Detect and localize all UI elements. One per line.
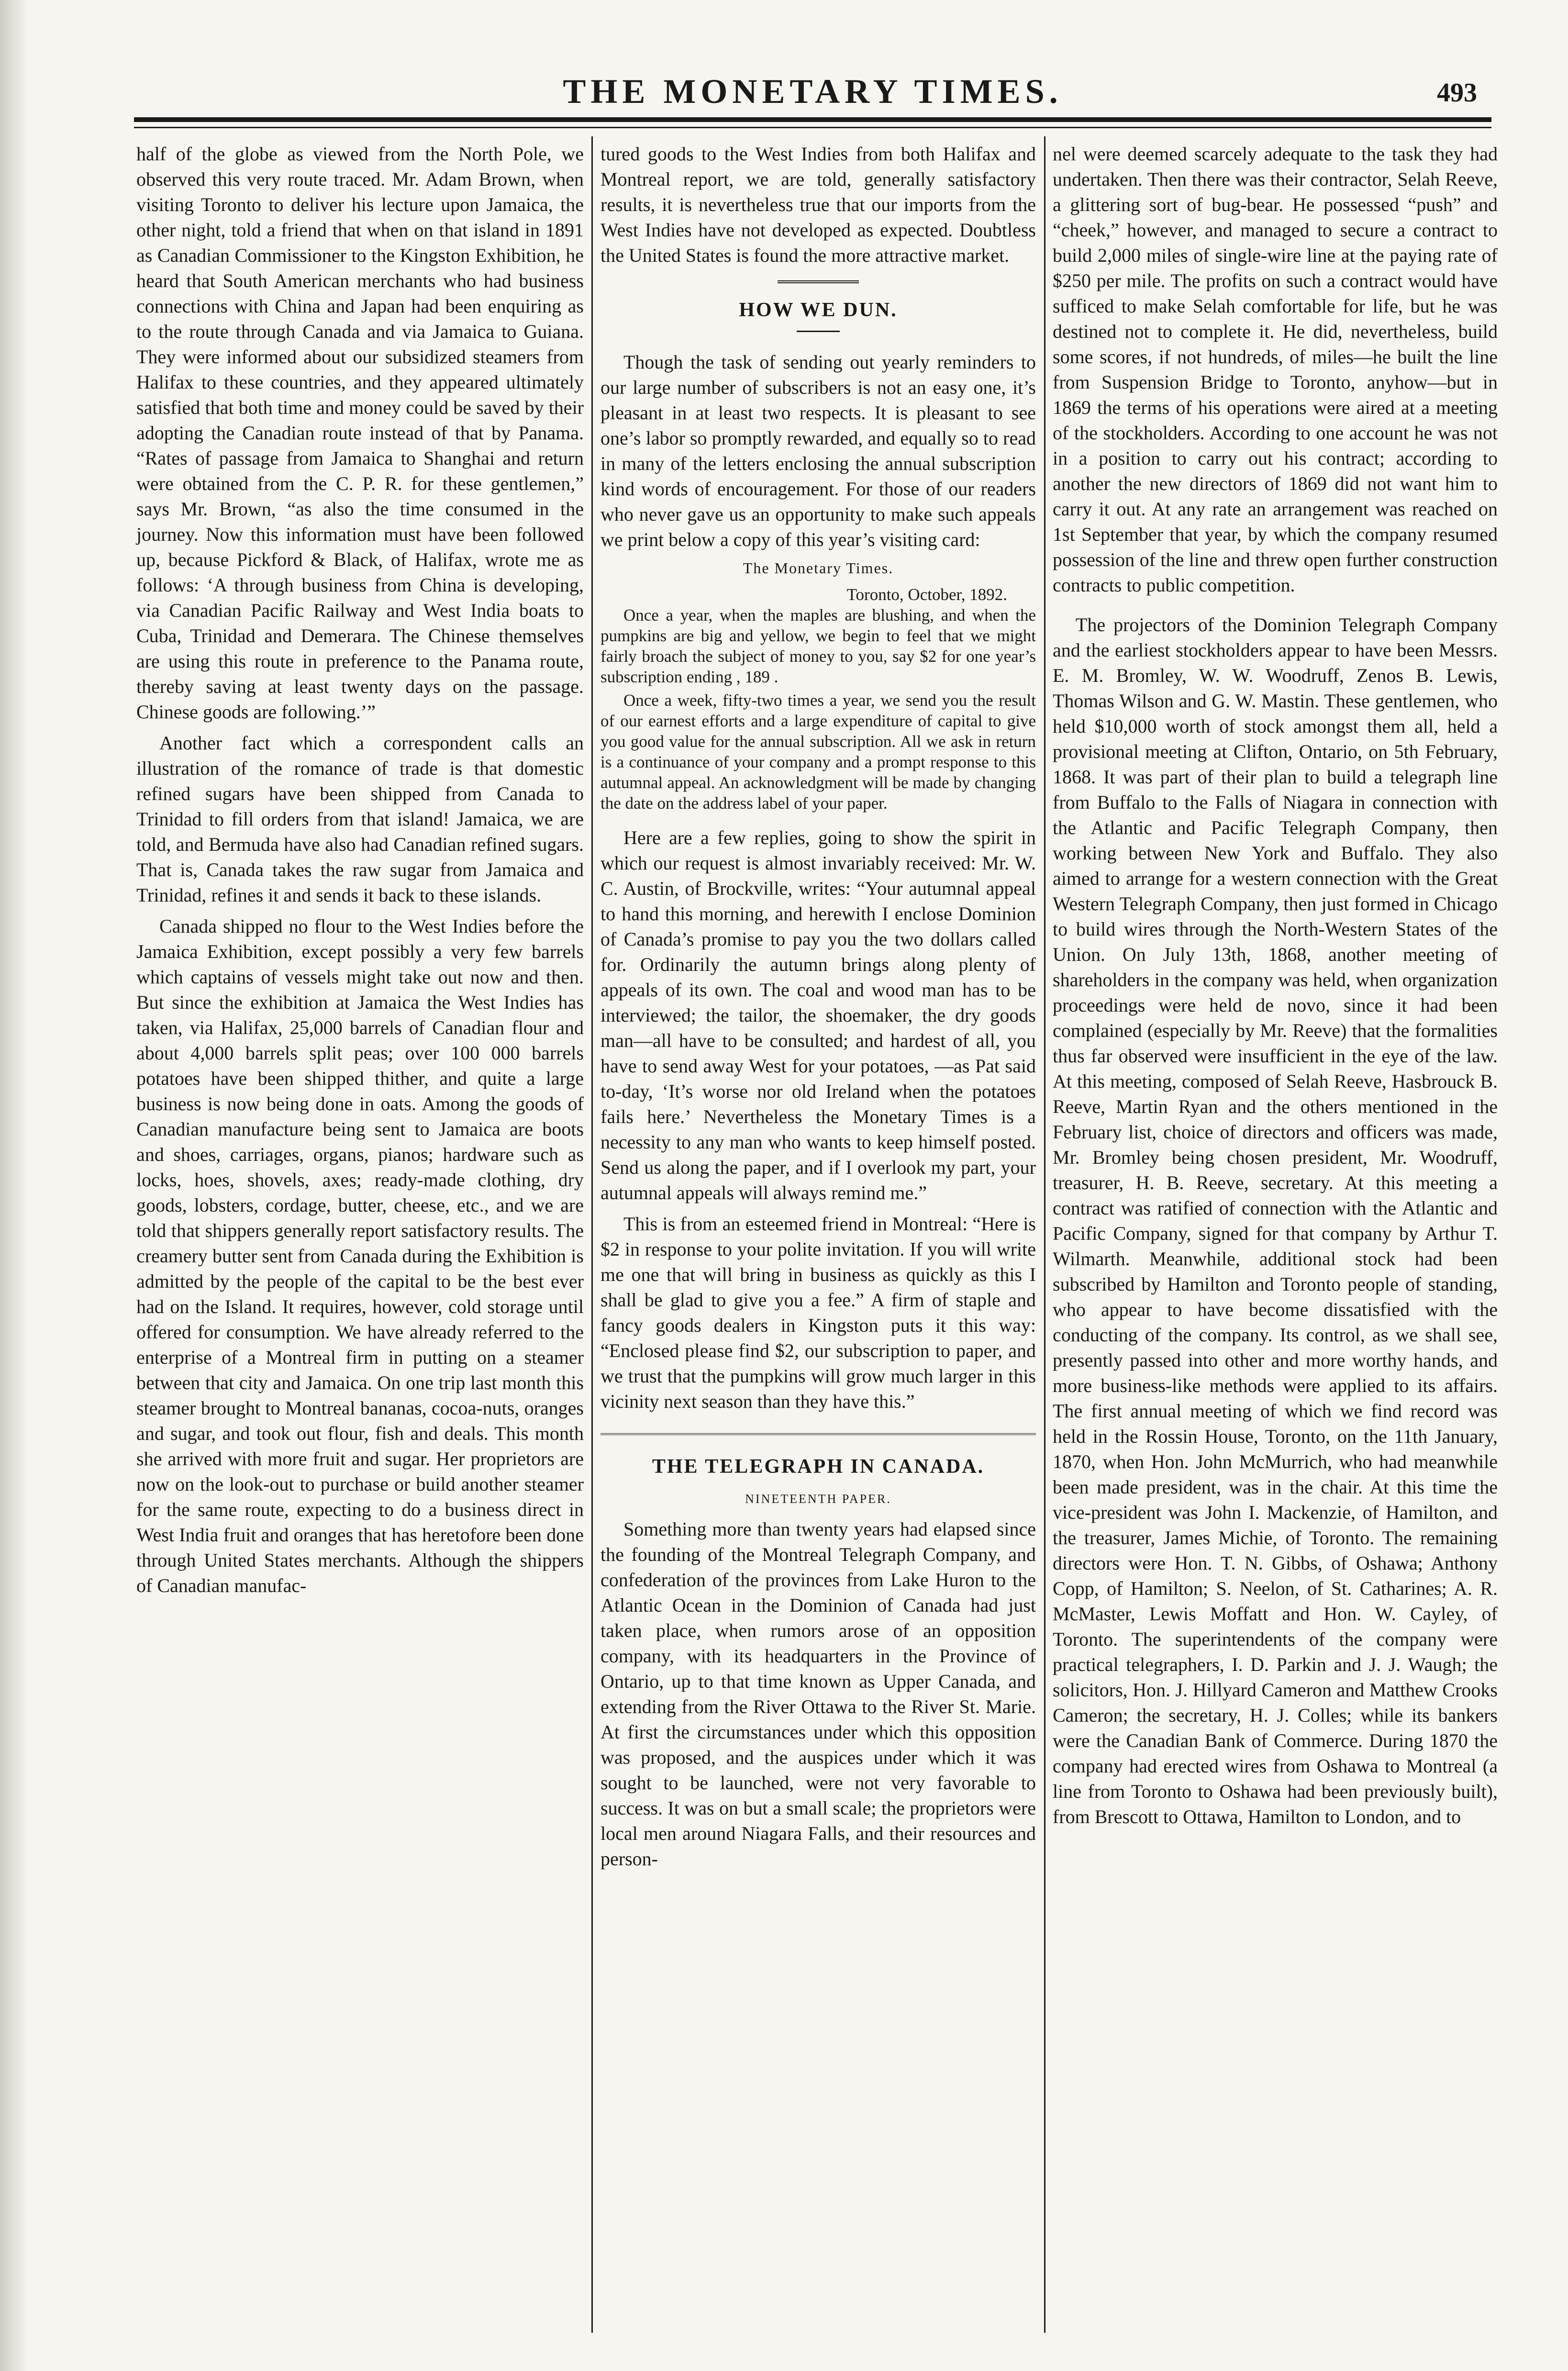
header-rule-thick bbox=[134, 117, 1491, 122]
heading-telegraph: THE TELEGRAPH IN CANADA. bbox=[652, 1456, 985, 1478]
page-edge bbox=[0, 0, 29, 2371]
column-1 bbox=[136, 141, 584, 2314]
card-heading: The Monetary Times. bbox=[743, 559, 894, 577]
col3-paragraph-1: nel were deemed scarcely adequate to the task they had undertaken. Then there was their contractor, Selah Reeve, a glittering sort of bug-bear. He possessed “push” and “cheek,” however, and managed to secure a contract to build 2,000 miles of single-wire line at the paying rate of $250 per mile. The profits on such a contract would have sufficed to make Selah comfortable for life, but he was destined not to complete it. He did, nevertheless, build some scores, if not hundreds, of miles—he built the line from Suspension Bridge to Toronto, anyhow—but in 1869 the terms of his operations were aired at a meeting of the stockholders. According to one account he was not in a position to carry out his contract; according to another the new directors of 1869 did not want him to carry it out. At any rate an arrangement was reached on 1st September that year, by which the company resumed possession of the line and threw open further construction contracts to public competition. bbox=[1053, 143, 1498, 596]
col2-paragraph-3: Here are a few replies, going to show the spirit in which our request is almost invariably received: Mr. W. C. Austin, of Brockville, writes: “Your autumnal appeal to hand this morning, and herewith I enclose Dominion of Canada’s promise to pay you the two dollars called for. Ordinarily the autumn brings along plenty of appeals of its own. The coal and wood man has to be interviewed; the tailor, the shoemaker, the dry goods man—all have to be consulted; and hardest of all, you have to send away West for your potatoes, —as Pat said to-day, ‘It’s worse nor old Ireland when the potatoes fails here.’ Nevertheless the Monetary Times is a necessity to any man who wants to keep himself posted. Send us along the paper, and if I overlook my part, your autumnal appeals will always remind me.” bbox=[601, 827, 1036, 1203]
header-rule-thin bbox=[134, 127, 1491, 128]
col1-paragraph-2: Another fact which a correspondent calls an illustration of the romance of trade is that domestic refined sugars have been shipped from Canada to Trinidad to fill orders from that island! Jamaica, we are told, and Bermuda have also had Canadian refined sugars. That is, Canada takes the raw sugar from Jamaica and Trinidad, refines it and sends it back to these islands. bbox=[136, 732, 584, 906]
col2-paragraph-2: Though the task of sending out yearly reminders to our large number of subscribers is not an easy one, it’s pleasant in at least two respects. It is pleasant to see one’s labor so promptly rewarded, and equally so to read in many of the letters enclosing the annual subscription kind words of encouragement. For those of our readers who never gave us an opportunity to make such appeals we print below a copy of this year’s visiting card: bbox=[601, 351, 1036, 550]
col1-paragraph-1: half of the globe as viewed from the North Pole, we observed this very route traced. Mr. Adam Brown, when visiting Toronto to deliver his lecture upon Jamaica, the other night, told a friend that when on that island in 1891 as Canadian Commissioner to the Kingston Exhibition, he heard that South American merchants who had business connections with China and Japan had been enquiring as to the route through Canada and via Jamaica to Guiana. They were informed about our subsidized steamers from Halifax to these countries, and they appeared ultimately satisfied that both time and money could be saved by their adopting the Canadian route instead of that by Panama. “Rates of passage from Jamaica to Shanghai and return were obtained from the C. P. R. for these gentlemen,” says Mr. Brown, “as also the time consumed in the journey. Now this information must have been followed up, because Pickford & Black, of Halifax, wrote me as follows: ‘A through business from China is developing, via Canadian Pacific Railway and West India boats to Cuba, Trinidad and Demerara. The Chinese themselves are using this route in preference to the Panama route, thereby saving at least twenty days on the passage. Chinese goods are following.’” bbox=[136, 143, 584, 723]
column-2 bbox=[601, 141, 1036, 2314]
card-paragraph-2: Once a week, fifty-two times a year, we send you the result of our earnest efforts and a large expenditure of capital to give you good value for the annual subscription. All we ask in return is a continuance of your company and a prompt response to this autumnal appeal. An acknowledgment will be made by changing the date on the address label of your paper. bbox=[601, 691, 1036, 813]
section-rule-telegraph bbox=[601, 1433, 1036, 1435]
publication-title: THE MONETARY TIMES. bbox=[563, 72, 1063, 111]
col2-paragraph-5: Something more than twenty years had elapsed since the founding of the Montreal Telegraph Company, and confederation of the provinces from Lake Huron to the Atlantic Ocean in the Dominion of Canada had just taken place, when rumors arose of an opposition company, with its headquarters in the Province of Ontario, up to that time known as Upper Canada, and extending from the River Ottawa to the River St. Marie. At first the circumstances under which this opposition was proposed, and the auspices under which it was sought to be launched, were not very favorable to success. It was on but a small scale; the proprietors were local men around Niagara Falls, and their resources and person- bbox=[601, 1518, 1036, 1870]
section-rule bbox=[778, 280, 859, 283]
heading-how-we-dun: HOW WE DUN. bbox=[739, 299, 898, 321]
heading-underline bbox=[797, 331, 840, 332]
visiting-card bbox=[601, 558, 1036, 813]
col1-paragraph-3: Canada shipped no flour to the West Indies before the Jamaica Exhibition, except possibly a very few barrels which captains of vessels might take out now and then. But since the exhibition at Jamaica the West Indies has taken, via Halifax, 25,000 barrels of Canadian flour and about 4,000 barrels split peas; over 100 000 barrels potatoes have been shipped thither, and quite a large business is now being done in oats. Among the goods of Canadian manufacture being sent to Jamaica are boots and shoes, carriages, organs, pianos; hardware such as locks, hoes, shovels, axes; ready-made clothing, dry goods, lobsters, cordage, butter, cheese, etc., and we are told that shippers generally report satisfactory results. The creamery butter sent from Canada during the Exhibition is admitted by the people of the capital to be the best ever had on the Island. It requires, however, cold storage until offered for consumption. We have already referred to the enterprise of a Montreal firm in putting on a steamer between that city and Jamaica. On one trip last month this steamer brought to Montreal bananas, cocoa-nuts, oranges and sugar, and took out flour, fish and deals. This month she arrived with more fruit and sugar. Her proprietors are now on the look-out to purchase or build another steamer for the same route, expecting to do a business direct in West India fruit and oranges that has heretofore been done through United States merchants. Although the shippers of Canadian manufac- bbox=[136, 915, 584, 1596]
column-divider-1 bbox=[591, 136, 593, 2333]
col3-paragraph-2: The projectors of the Dominion Telegraph Company and the earliest stockholders appear to have been Messrs. E. M. Bromley, W. W. Woodruff, Zenos B. Lewis, Thomas Wilson and G. W. Mastin. These gentlemen, who held $10,000 worth of stock amongst them all, held a provisional meeting at Clifton, Ontario, on 5th February, 1868. It was part of their plan to build a telegraph line from Buffalo to the Falls of Niagara in connection with the Atlantic and Pacific Telegraph Company, then working between New York and Buffalo. They also aimed to arrange for a western connection with the Great Western Telegraph Company, then just formed in Chicago to build wires through the North-Western States of the Union. On July 13th, 1868, another meeting of shareholders in the company was held, when organization proceedings were held de novo, since it had been complained (especially by Mr. Reeve) that the formalities thus far observed were insufficient in the eye of the law. At this meeting, composed of Selah Reeve, Hasbrouck B. Reeve, Martin Ryan and the others mentioned in the February list, choice of directors and officers was made, Mr. Bromley being chosen president, Mr. Woodruff, treasurer, H. B. Reeve, secretary. At this meeting a contract was ratified of connection with the Atlantic and Pacific Company, signed for that company by Arthur T. Wilmarth. Meanwhile, additional stock had been subscribed by Hamilton and Toronto people of standing, who appear to have become dissatisfied with the conducting of the company. Its control, as we shall see, presently passed into other and more worthy hands, and more business-like methods were applied to its affairs. The first annual meeting of which we find record was held in the Rossin House, Toronto, on the 11th January, 1870, when Hon. John McMurrich, who had meanwhile been made president, was in the chair. At this time the vice-president was John I. Mackenzie, of Hamilton, and the treasurer, James Michie, of Toronto. The remaining directors were Hon. T. N. Gibbs, of Oshawa; Anthony Copp, of Hamilton; S. Neelon, of St. Catharines; A. R. McMaster, Lewis Moffatt and Hon. W. Cayley, of Toronto. The superintendents of the company were practical telegraphers, I. D. Parkin and J. J. Waugh; the solicitors, Hon. J. Hillyard Cameron and Matthew Crooks Cameron; the secretary, H. J. Colles; while its bankers were the Canadian Bank of Commerce. During 1870 the company had erected wires from Oshawa to Montreal (a line from Toronto to Oshawa had been previously built), from Brescott to Ottawa, Hamilton to London, and to bbox=[1053, 614, 1498, 1827]
subheading-paper-number: NINETEENTH PAPER. bbox=[745, 1492, 891, 1506]
column-3 bbox=[1053, 141, 1498, 2314]
col2-paragraph-4: This is from an esteemed friend in Montreal: “Here is $2 in response to your polite invitation. If you will write me one that will bring in business as quickly as this I shall be glad to give you a fee.” A firm of staple and fancy goods dealers in Kingston puts it this way: “Enclosed please find $2, our subscription to paper, and we trust that the pumpkins will grow much larger in this vicinity next season than they have this.” bbox=[601, 1213, 1036, 1412]
masthead bbox=[134, 62, 1491, 120]
col2-paragraph-1: tured goods to the West Indies from both Halifax and Montreal report, we are told, generally satisfactory results, it is nevertheless true that our imports from the West Indies have not developed as expected. Doubtless the United States is found the more attractive market. bbox=[601, 143, 1036, 266]
card-dateline: Toronto, October, 1892. bbox=[846, 585, 1007, 604]
page-number: 493 bbox=[1437, 78, 1477, 108]
column-divider-2 bbox=[1044, 136, 1045, 2333]
card-paragraph-1: Once a year, when the maples are blushing, and when the pumpkins are big and yellow, we begin to feel that we might fairly broach the subject of money to you, say $2 for one year’s subscription ending , 189 . bbox=[601, 606, 1036, 686]
